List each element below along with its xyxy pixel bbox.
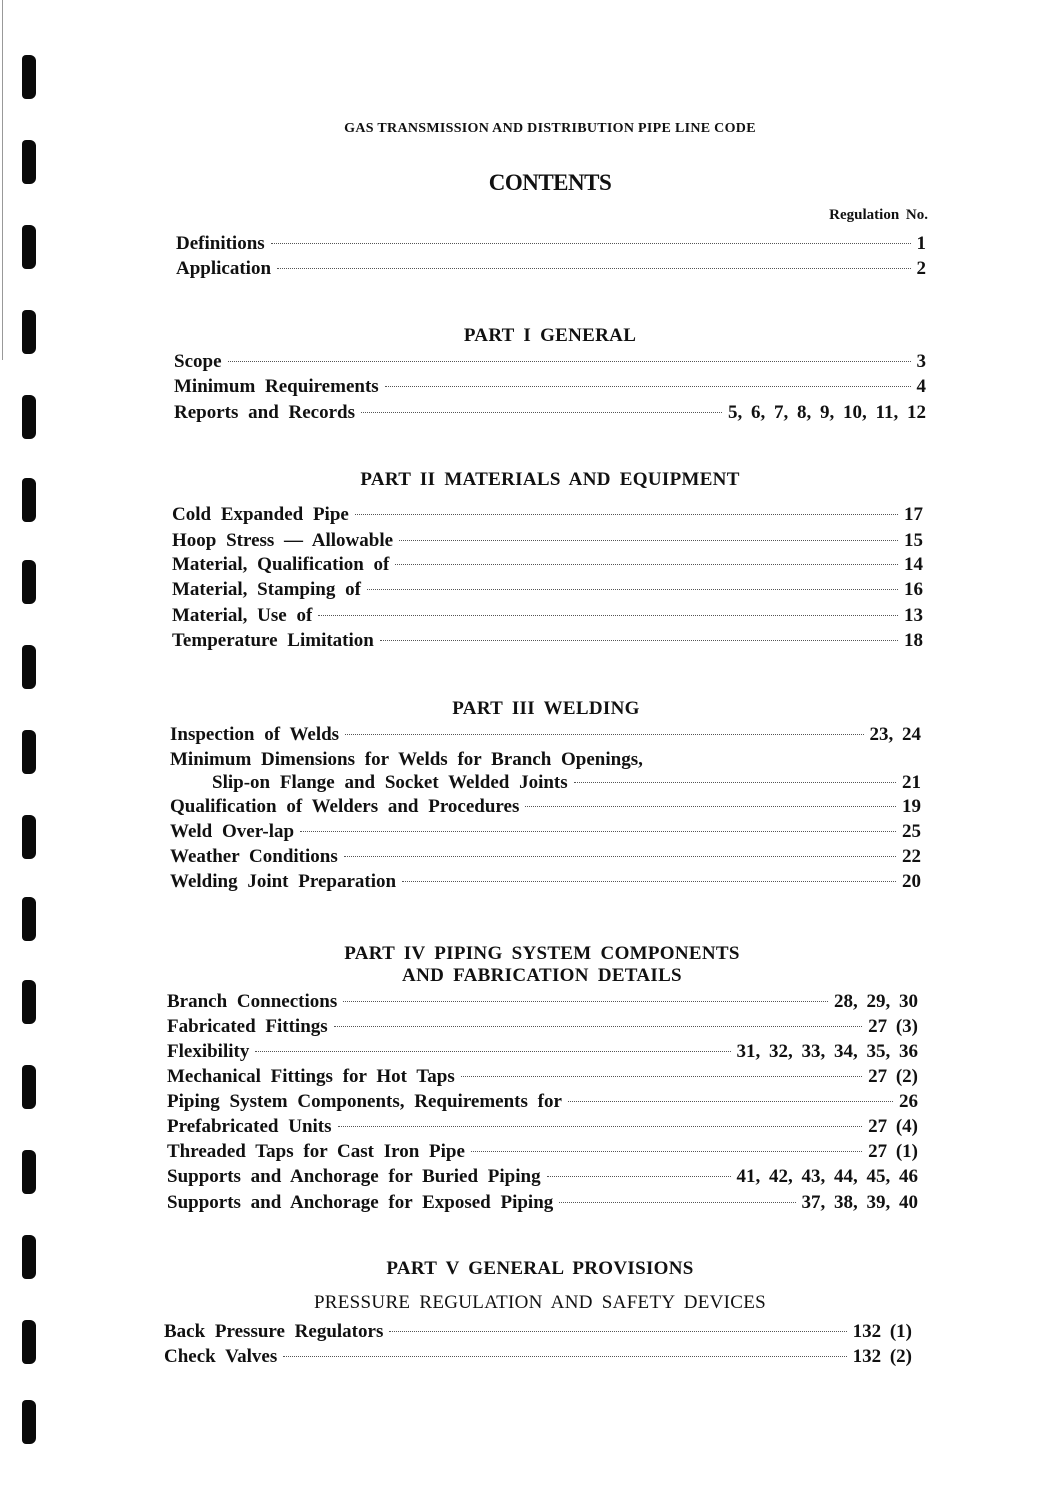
toc-entry [164,1321,912,1345]
toc-entry [212,772,921,796]
toc-entry-regulation-number: 18 [904,630,923,651]
toc-entry-label: Fabricated Fittings [167,1016,328,1037]
binder-hole [22,395,36,439]
toc-entry-label: Check Valves [164,1346,278,1367]
toc-entry-regulation-number: 21 [902,772,921,793]
leader-dots [367,589,898,590]
toc-entry-regulation-number: 15 [904,530,923,551]
toc-entry-label: Slip-on Flange and Socket Welded Joints [212,772,568,793]
toc-entry-regulation-number: 2 [916,258,926,279]
binder-hole [22,1320,36,1364]
binder-hole [22,1150,36,1194]
toc-entry-label: Application [176,258,272,279]
toc-entry-regulation-number: 27 (2) [868,1066,918,1087]
toc-entry-label: Hoop Stress — Allowable [172,530,394,551]
toc-entry-regulation-number: 4 [916,376,926,397]
toc-entry [167,991,918,1015]
toc-entry-label: Material, Use of [172,605,313,626]
toc-entry-label: Piping System Components, Requirements for [167,1091,562,1112]
toc-entry-regulation-number: 1 [916,233,926,254]
toc-entry [172,579,923,603]
leader-dots [255,1051,730,1052]
toc-entry [172,554,923,578]
leader-dots [318,615,898,616]
toc-entry [167,1192,918,1216]
leader-dots [271,243,911,244]
toc-entry [170,749,921,773]
toc-entry [170,821,921,845]
toc-entry-regulation-number: 31, 32, 33, 34, 35, 36 [736,1041,918,1062]
leader-dots [344,856,896,857]
toc-entry [174,376,926,400]
part-4-heading: PART IV PIPING SYSTEM COMPONENTS [344,943,740,964]
binder-hole [22,730,36,774]
leader-dots [277,268,910,269]
leader-dots [355,514,898,515]
toc-entry-label: Cold Expanded Pipe [172,504,349,525]
leader-dots [345,734,863,735]
leader-dots [343,1001,828,1002]
toc-entry-regulation-number: 23, 24 [869,724,921,745]
toc-entry-label: Qualification of Welders and Procedures [170,796,520,817]
toc-entry [172,504,923,528]
toc-entry-label: Temperature Limitation [172,630,374,651]
leader-dots [568,1101,893,1102]
toc-entry-regulation-number: 13 [904,605,923,626]
part-4-heading-line2: AND FABRICATION DETAILS [402,965,682,986]
toc-entry [172,630,923,654]
toc-entry-label: Material, Qualification of [172,554,390,575]
column-label: Regulation No. [829,207,928,223]
toc-entry-label: Weather Conditions [170,846,338,867]
leader-dots [385,386,911,387]
toc-entry-regulation-number: 28, 29, 30 [834,991,918,1012]
toc-entry [174,351,926,375]
toc-entry [170,846,921,870]
toc-entry-label: Supports and Anchorage for Buried Piping [167,1166,541,1187]
part-1-heading: PART I GENERAL [463,325,637,346]
toc-entry [176,233,926,257]
toc-entry-label: Scope [174,351,222,372]
toc-entry-label: Weld Over-lap [170,821,295,842]
leader-dots [461,1076,862,1077]
toc-entry [167,1091,918,1115]
toc-entry [167,1141,918,1165]
toc-entry [170,724,921,748]
toc-entry [172,530,923,554]
leader-dots [361,412,722,413]
leader-dots [395,564,898,565]
toc-entry [167,1016,918,1040]
leader-dots [525,806,896,807]
toc-entry-regulation-number: 14 [904,554,923,575]
leader-dots [334,1026,862,1027]
toc-entry-regulation-number: 16 [904,579,923,600]
leader-dots [574,782,896,783]
toc-entry-label: Material, Stamping of [172,579,361,600]
toc-entry-label: Minimum Requirements [174,376,379,397]
toc-entry-regulation-number: 3 [916,351,926,372]
leader-dots [559,1202,795,1203]
part-2-heading: PART II MATERIALS AND EQUIPMENT [360,469,740,490]
toc-entry [174,402,926,426]
toc-entry [167,1116,918,1140]
toc-entry-regulation-number: 17 [904,504,923,525]
toc-entry [167,1166,918,1190]
toc-entry-regulation-number: 19 [902,796,921,817]
toc-entry-label: Threaded Taps for Cast Iron Pipe [167,1141,465,1162]
binder-hole [22,225,36,269]
toc-entry-regulation-number: 5, 6, 7, 8, 9, 10, 11, 12 [728,402,926,423]
toc-entry-label: Definitions [176,233,265,254]
page-title: CONTENTS [488,170,612,195]
toc-entry-label: Minimum Dimensions for Welds for Branch Openings, [170,749,643,770]
leader-dots [471,1151,862,1152]
binder-hole [22,645,36,689]
toc-entry-regulation-number: 132 (2) [852,1346,912,1367]
toc-entry-regulation-number: 27 (4) [868,1116,918,1137]
toc-entry-label: Back Pressure Regulators [164,1321,384,1342]
toc-entry [167,1041,918,1065]
binder-hole [22,815,36,859]
toc-entry-regulation-number: 132 (1) [852,1321,912,1342]
leader-dots [228,361,911,362]
part-5-subheading: PRESSURE REGULATION AND SAFETY DEVICES [313,1292,767,1313]
binder-hole [22,1400,36,1444]
binder-hole [22,55,36,99]
toc-entry-regulation-number: 22 [902,846,921,867]
toc-entry-regulation-number: 37, 38, 39, 40 [801,1192,918,1213]
toc-entry-label: Inspection of Welds [170,724,340,745]
toc-entry-regulation-number: 41, 42, 43, 44, 45, 46 [736,1166,918,1187]
toc-entry-label: Mechanical Fittings for Hot Taps [167,1066,455,1087]
toc-entry [164,1346,912,1370]
toc-entry-label: Welding Joint Preparation [170,871,397,892]
leader-dots [338,1126,863,1127]
binder-hole [22,897,36,941]
part-3-heading: PART III WELDING [452,698,640,719]
toc-entry-label: Reports and Records [174,402,355,423]
toc-entry-label: Branch Connections [167,991,338,1012]
binder-hole [22,1065,36,1109]
toc-entry [170,871,921,895]
toc-entry [172,605,923,629]
toc-entry-label: Flexibility [167,1041,250,1062]
leader-dots [402,881,896,882]
toc-entry-regulation-number: 27 (3) [868,1016,918,1037]
leader-dots [399,540,898,541]
toc-entry-regulation-number: 25 [902,821,921,842]
leader-dots [380,640,898,641]
toc-entry-label: Supports and Anchorage for Exposed Piping [167,1192,554,1213]
leader-dots [547,1176,731,1177]
binder-hole [22,560,36,604]
part-5-heading: PART V GENERAL PROVISIONS [386,1258,694,1279]
toc-entry [167,1066,918,1090]
leader-dots [283,1356,846,1357]
toc-entry-regulation-number: 20 [902,871,921,892]
toc-entry-regulation-number: 26 [899,1091,918,1112]
leader-dots [389,1331,846,1332]
running-header: GAS TRANSMISSION AND DISTRIBUTION PIPE LINE CODE [344,121,756,136]
toc-entry [170,796,921,820]
toc-entry-label: Prefabricated Units [167,1116,332,1137]
toc-entry [176,258,926,282]
leader-dots [300,831,896,832]
toc-entry-regulation-number: 27 (1) [868,1141,918,1162]
